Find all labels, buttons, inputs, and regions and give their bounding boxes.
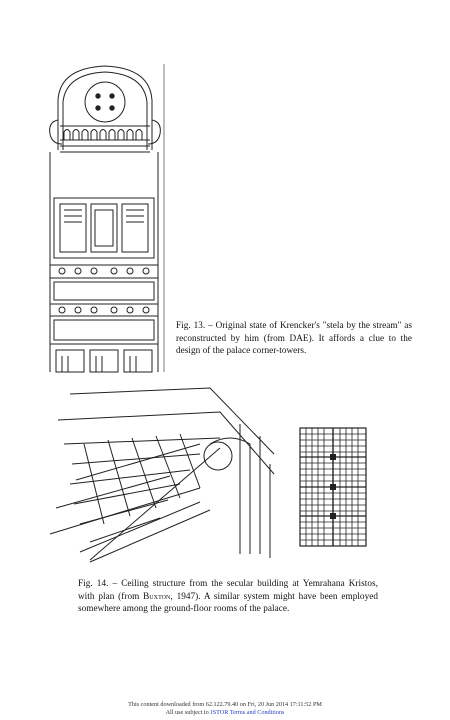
figure-13-caption-text: – Original state of Krencker's "stela by the stream" as reconstructed by him (from DAE). It affords a clue to the design of the palace corner-towers.: [176, 320, 413, 356]
figure-14-caption: [78, 577, 378, 615]
figure-13-caption: [176, 319, 412, 357]
terms-line: [0, 709, 450, 717]
jstor-terms-link[interactable]: JSTOR Terms and Conditions: [210, 708, 285, 716]
download-notice-line: This content downloaded from 62.122.79.40 on Fri, 20 Jun 2014 17:11:52 PM: [128, 701, 322, 708]
figure-14-caption-text-1: – Ceiling structure from the secular building at Yemrahana Kristos, with plan (from: [78, 578, 378, 601]
figure-13-label: Fig. 13.: [176, 320, 206, 330]
terms-prefix: All use subject to: [165, 708, 211, 716]
figure-13-stela-drawing: [40, 60, 170, 372]
figure-14-label: Fig. 14.: [78, 578, 109, 588]
figure-14-author: Buxton: [143, 590, 171, 601]
figure-14-ceiling-drawing: [50, 384, 275, 564]
figure-14-plan-drawing: [300, 428, 366, 546]
figure-14-caption-text-2: , 1947). A similar system might have been employed somewhere among the ground-floor rooms of the palace.: [78, 590, 378, 614]
download-notice: [0, 701, 450, 716]
